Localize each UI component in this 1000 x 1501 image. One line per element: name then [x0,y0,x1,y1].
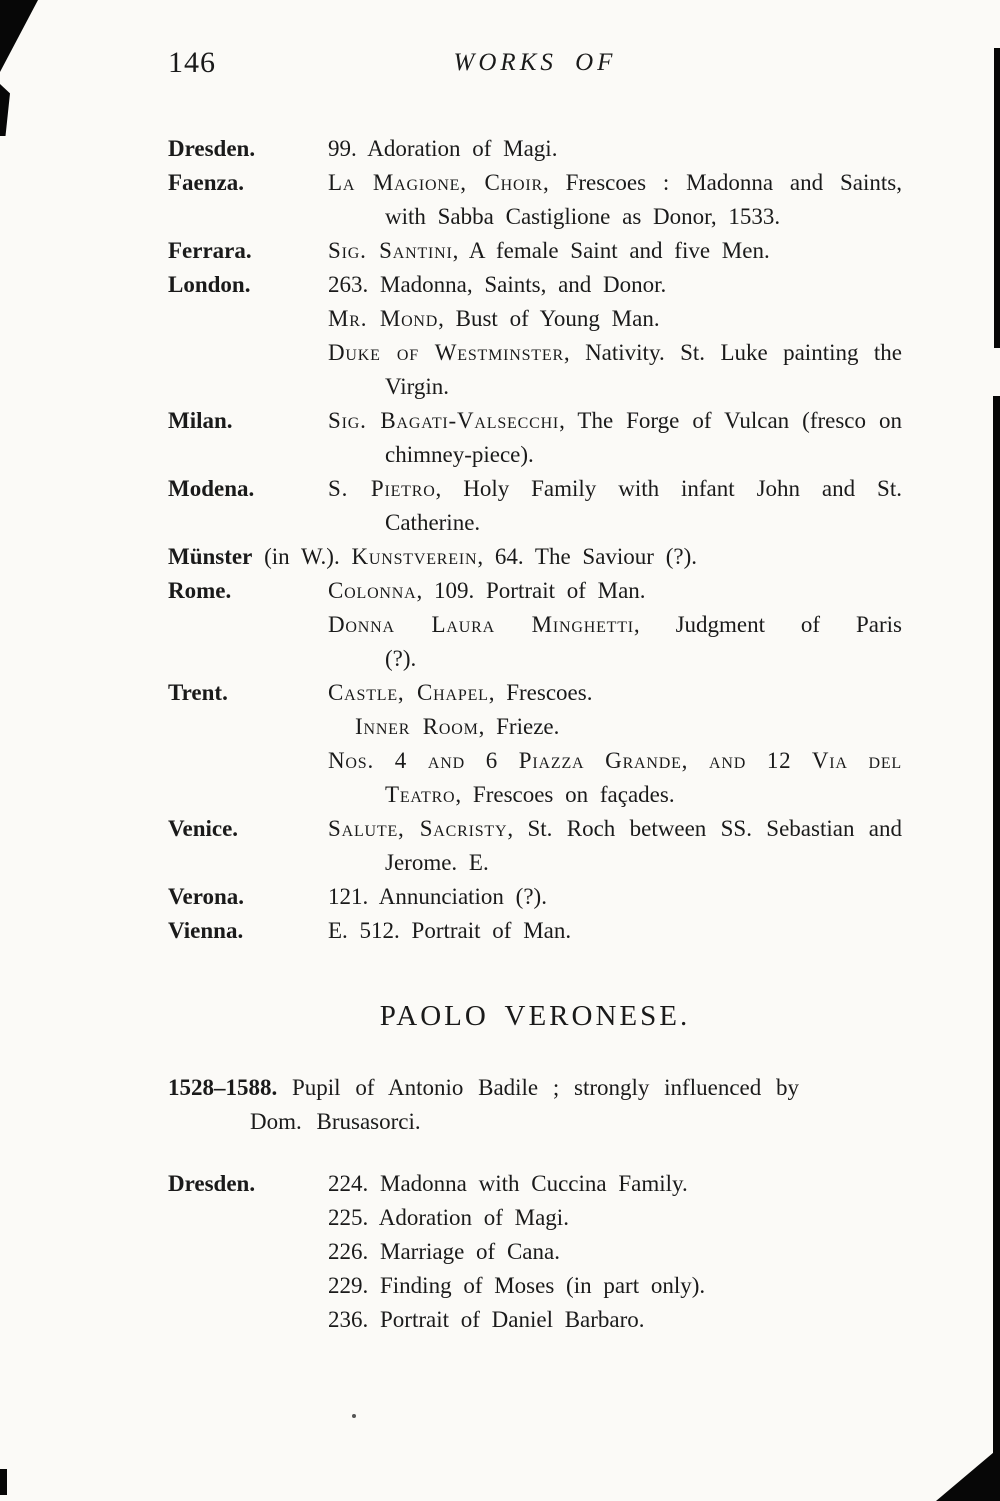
work-item [328,1201,902,1235]
work-item [328,574,902,608]
gallery-name: Sig. Santini [328,238,453,263]
work-item [328,914,902,948]
work-text: 226. Marriage of Cana. [328,1239,560,1264]
entry-location: London. [168,272,251,297]
work-item [328,1303,902,1337]
entry-location: Dresden. [168,1171,256,1196]
entry-row [168,268,902,404]
work-item [328,234,902,268]
gallery-name: S. Pietro [328,476,436,501]
entry-works [328,812,902,880]
page-header [168,46,902,92]
work-item [328,336,902,404]
entry-works [328,166,902,234]
gallery-name: Duke of Westminster [328,340,564,365]
work-text: 99. Adoration of Magi. [328,136,558,161]
entry-works [328,234,902,268]
work-text: , St. Roch between SS. Sebastian and Jerome. E. [385,816,903,875]
work-text: E. 512. Portrait of Man. [328,918,572,943]
entry-works [328,268,902,404]
work-text: 225. Adoration of Magi. [328,1205,569,1230]
work-text: , 64. The Saviour (?). [477,544,697,569]
work-text: 229. Finding of Moses (in part only). [328,1273,706,1298]
entry-location-suffix: (in W.). [252,544,352,569]
entry-row [168,880,902,914]
gallery-name: Salute, Sacristy [328,816,508,841]
entry-location: Trent. [168,680,228,705]
gallery-name: Inner Room [355,714,479,739]
work-item [168,540,902,574]
work-item [328,166,902,234]
gallery-name: Nos. 4 and 6 Piazza Grande, and 12 Via del Teatro [328,748,902,807]
entry-row [168,914,902,948]
entry-row [168,676,902,812]
entry-location: Rome. [168,578,232,603]
entry-location: Venice. [168,816,239,841]
entry-location: Münster [168,544,253,569]
work-item [328,608,902,676]
work-text: , Nativity. St. Luke painting the Virgin. [385,340,902,399]
entry-works [328,1167,902,1337]
entry-location: Dresden. [168,136,256,161]
running-title: WORKS OF [453,49,617,76]
veronese-entries-list [168,1167,902,1337]
entry-works [328,472,902,540]
scan-artifact-bottom-left [0,1469,7,1495]
gallery-name: La Magione, Choir [328,170,543,195]
work-item [328,1235,902,1269]
gallery-name: Donna Laura Minghetti [328,612,634,637]
gallery-name: Colonna [328,578,417,603]
work-item [328,302,902,336]
entry-works [328,914,902,948]
entry-row [168,472,902,540]
entry-row [168,540,902,574]
work-text: 224. Madonna with Cuccina Family. [328,1171,688,1196]
entry-location: Verona. [168,884,245,909]
section-heading: PAOLO VERONESE. [379,1000,691,1032]
work-text: 121. Annunciation (?). [328,884,547,909]
work-item [328,676,902,710]
entry-works [328,132,902,166]
work-text: , Judgment of Paris (?). [385,612,902,671]
gallery-name: Mr. Mond [328,306,439,331]
entry-works [328,676,902,812]
gallery-name: Castle, Chapel [328,680,489,705]
work-text: , Bust of Young Man. [438,306,660,331]
entry-row [168,574,902,676]
entry-location: Ferrara. [168,238,252,263]
work-item [328,268,902,302]
work-text: , Holy Family with infant John and St. Catherine. [385,476,902,535]
entry-row [168,234,902,268]
work-item [328,404,902,472]
entry-location: Faenza. [168,170,245,195]
bio-line1: Pupil of Antonio Badile ; strongly influenced by [292,1075,799,1100]
work-item [328,744,902,812]
scan-artifact-right-lower [993,396,1000,1501]
page-number: 146 [168,46,216,79]
entry-row [168,812,902,880]
scan-artifact-speck [352,1414,356,1418]
work-item [328,880,902,914]
entry-row [168,404,902,472]
entry-location: Modena. [168,476,255,501]
bio-line2: Dom. Brusasorci. [250,1109,421,1134]
work-item [328,472,902,540]
work-item [328,1167,902,1201]
entry-works [328,404,902,472]
entries-list [168,132,902,948]
scan-artifact-right-upper [994,48,1000,348]
work-item [328,812,902,880]
work-text: , Frescoes on façades. [455,782,675,807]
gallery-name: Kunstverein [351,544,478,569]
artist-dates: 1528–1588. [168,1075,278,1100]
artist-bio [168,1071,902,1139]
entry-works [328,880,902,914]
scan-artifact-bottom-right [936,1447,1000,1501]
work-text: , Frescoes. [488,680,593,705]
work-text: , Frescoes : Madonna and Saints, with Sabba Castiglione as Donor, 1533. [385,170,902,229]
entry-row [168,166,902,234]
entry-works [328,574,902,676]
gallery-name: Sig. Bagati-Valsecchi [328,408,560,433]
work-item [328,132,902,166]
entry-row [168,132,902,166]
entry-location: Milan. [168,408,233,433]
entry-row [168,1167,902,1337]
work-text: , The Forge of Vulcan (fresco on chimney-piece). [385,408,902,467]
work-item [355,710,902,744]
work-text: , 109. Portrait of Man. [416,578,646,603]
work-text: 236. Portrait of Daniel Barbaro. [328,1307,645,1332]
work-item [328,1269,902,1303]
work-text: , Frieze. [478,714,560,739]
work-text: , A female Saint and five Men. [452,238,770,263]
entry-location: Vienna. [168,918,244,943]
work-text: 263. Madonna, Saints, and Donor. [328,272,667,297]
